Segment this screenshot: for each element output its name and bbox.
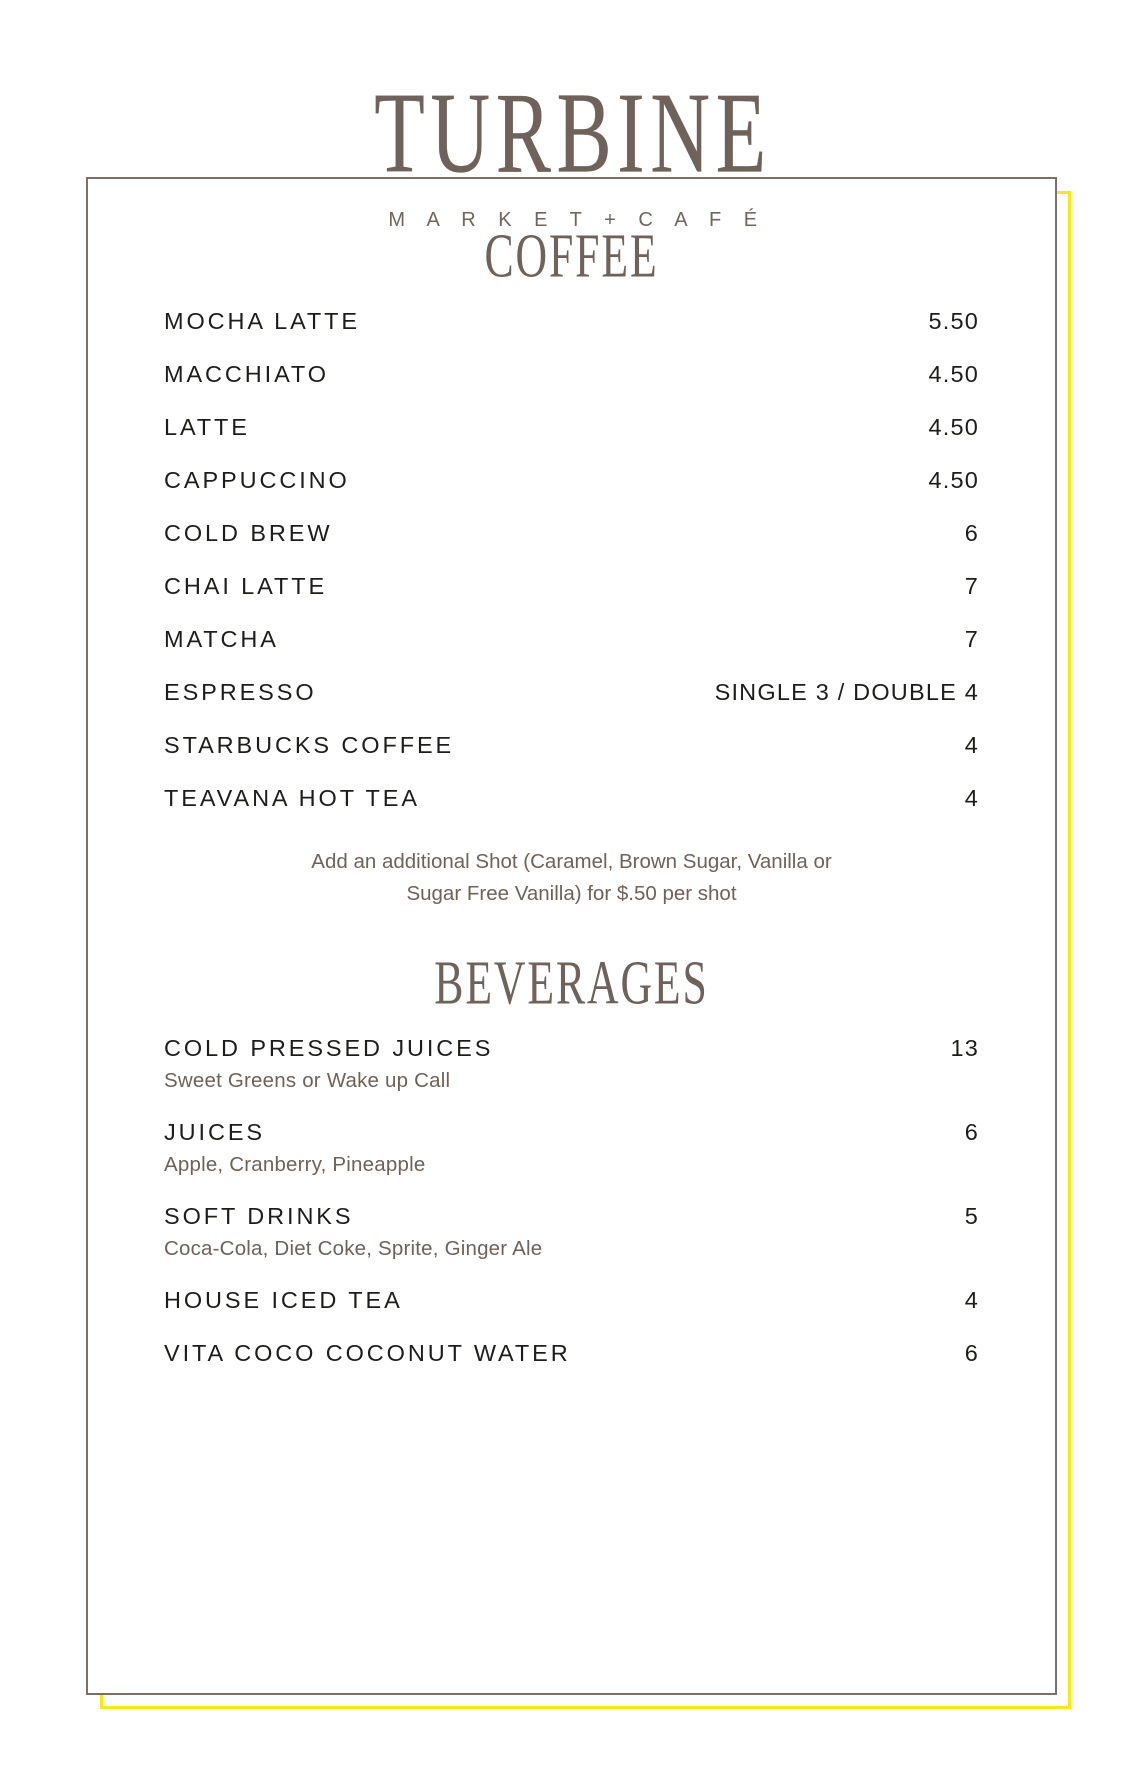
item-price: 7 bbox=[964, 573, 979, 599]
dot-leader bbox=[264, 436, 920, 437]
menu-list-coffee bbox=[164, 308, 979, 812]
section-heading-beverages: BEVERAGES bbox=[434, 947, 709, 1017]
list-item bbox=[164, 308, 979, 335]
item-price: 7 bbox=[964, 626, 979, 652]
table-row bbox=[164, 308, 979, 335]
item-name: SOFT DRINKS bbox=[164, 1202, 354, 1229]
item-description: Apple, Cranberry, Pineapple bbox=[164, 1152, 426, 1176]
item-price: 4.50 bbox=[928, 467, 979, 493]
list-item bbox=[164, 361, 979, 388]
list-item bbox=[164, 785, 979, 812]
table-row bbox=[164, 785, 979, 812]
table-row bbox=[164, 626, 979, 653]
dot-leader bbox=[507, 1057, 941, 1058]
item-name: COLD PRESSED JUICES bbox=[164, 1034, 494, 1061]
dot-leader bbox=[434, 807, 956, 808]
item-price: 4 bbox=[964, 732, 979, 758]
item-name: HOUSE ICED TEA bbox=[164, 1286, 403, 1313]
list-item bbox=[164, 1119, 979, 1177]
table-row bbox=[164, 1035, 979, 1062]
menu-list-beverages bbox=[164, 1035, 979, 1367]
item-price: 4 bbox=[964, 785, 979, 811]
item-name: CAPPUCCINO bbox=[164, 467, 350, 493]
dot-leader bbox=[293, 648, 956, 649]
dot-leader bbox=[456, 754, 956, 755]
table-row bbox=[164, 467, 979, 494]
brand-title: TURBINE bbox=[374, 70, 772, 198]
list-item bbox=[164, 467, 979, 494]
dot-leader bbox=[367, 1225, 955, 1226]
menu-content bbox=[86, 177, 1057, 1695]
item-name: STARBUCKS COFFEE bbox=[164, 732, 455, 758]
dot-leader bbox=[346, 542, 955, 543]
list-item bbox=[164, 732, 979, 759]
list-item bbox=[164, 1203, 979, 1261]
brand-subtitle: M A R K E T + C A F É bbox=[388, 208, 766, 231]
item-name: MOCHA LATTE bbox=[164, 308, 360, 334]
item-name: ESPRESSO bbox=[164, 679, 317, 705]
list-item bbox=[164, 414, 979, 441]
item-price: 6 bbox=[964, 1339, 979, 1366]
coffee-note: Add an additional Shot (Caramel, Brown Sugar, Vanilla or Sugar Free Vanilla) for $.50 per shot bbox=[311, 850, 832, 905]
dot-leader bbox=[417, 1309, 956, 1310]
dot-leader bbox=[331, 701, 706, 702]
table-row bbox=[164, 520, 979, 547]
item-description: Sweet Greens or Wake up Call bbox=[164, 1068, 451, 1092]
list-item bbox=[164, 520, 979, 547]
dot-leader bbox=[279, 1141, 956, 1142]
item-name: LATTE bbox=[164, 414, 250, 440]
table-row bbox=[164, 361, 979, 388]
list-item bbox=[164, 573, 979, 600]
item-price: 6 bbox=[964, 520, 979, 546]
dot-leader bbox=[573, 1362, 956, 1363]
table-row bbox=[164, 1287, 979, 1314]
dot-leader bbox=[341, 595, 956, 596]
item-name: MATCHA bbox=[164, 626, 279, 652]
list-item bbox=[164, 626, 979, 653]
table-row bbox=[164, 1203, 979, 1230]
item-price: 5 bbox=[964, 1202, 979, 1229]
item-name: CHAI LATTE bbox=[164, 573, 328, 599]
item-description: Coca-Cola, Diet Coke, Sprite, Ginger Ale bbox=[164, 1236, 543, 1260]
masthead bbox=[0, 70, 1146, 232]
table-row bbox=[164, 1340, 979, 1367]
table-row bbox=[164, 414, 979, 441]
item-price: SINGLE 3 / DOUBLE 4 bbox=[714, 679, 979, 705]
item-price: 4.50 bbox=[928, 361, 979, 387]
item-price: 4.50 bbox=[928, 414, 979, 440]
item-price: 4 bbox=[964, 1286, 979, 1313]
list-item bbox=[164, 1340, 979, 1367]
table-row bbox=[164, 679, 979, 706]
dot-leader bbox=[364, 489, 920, 490]
item-name: TEAVANA HOT TEA bbox=[164, 785, 420, 811]
table-row bbox=[164, 1119, 979, 1146]
item-price: 13 bbox=[950, 1034, 979, 1061]
item-name: JUICES bbox=[164, 1118, 265, 1145]
item-name: VITA COCO COCONUT WATER bbox=[164, 1339, 571, 1366]
dot-leader bbox=[362, 330, 919, 331]
table-row bbox=[164, 573, 979, 600]
item-price: 6 bbox=[964, 1118, 979, 1145]
item-name: MACCHIATO bbox=[164, 361, 329, 387]
list-item bbox=[164, 679, 979, 706]
table-row bbox=[164, 732, 979, 759]
list-item bbox=[164, 1287, 979, 1314]
dot-leader bbox=[331, 383, 920, 384]
section-heading-coffee: COFFEE bbox=[484, 221, 659, 290]
item-name: COLD BREW bbox=[164, 520, 333, 546]
item-price: 5.50 bbox=[928, 308, 979, 334]
list-item bbox=[164, 1035, 979, 1093]
